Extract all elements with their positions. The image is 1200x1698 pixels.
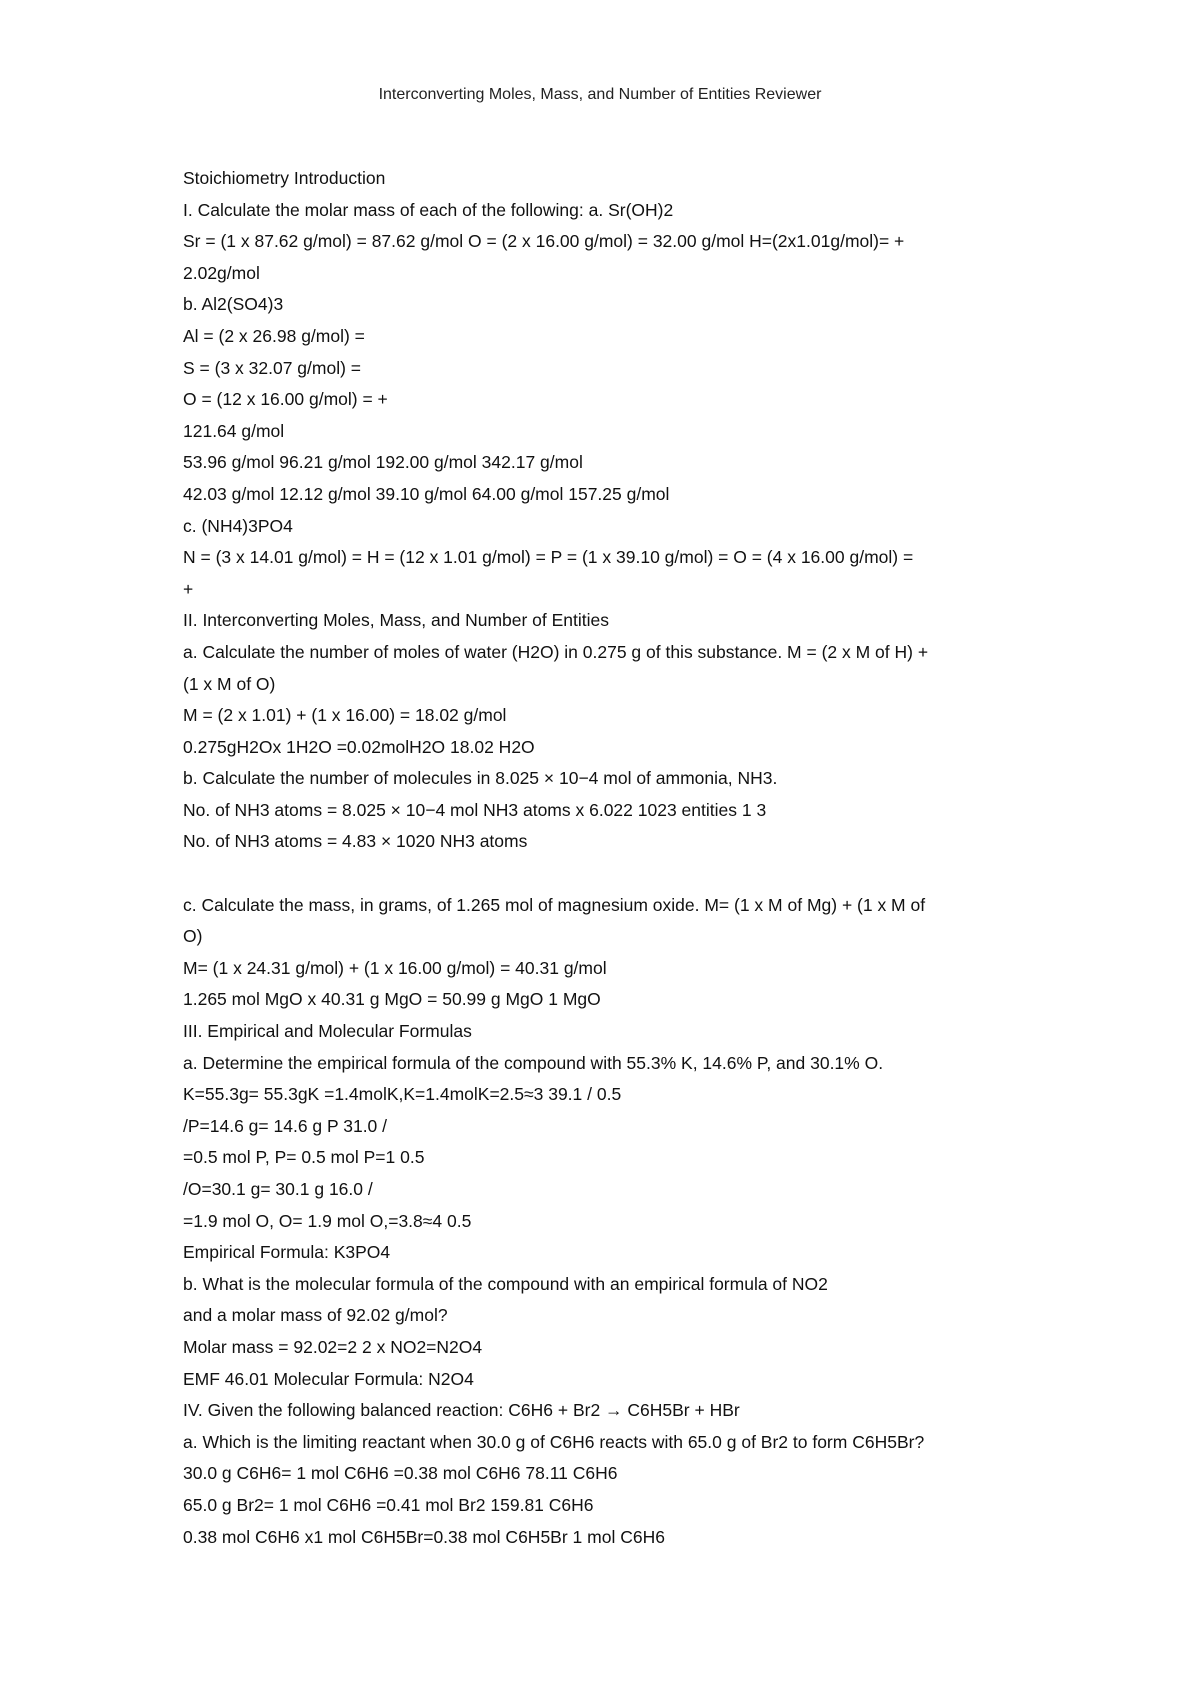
text-line: 1.265 mol MgO x 40.31 g MgO = 50.99 g MgO 1 MgO	[183, 989, 601, 1010]
text-line: O)	[183, 926, 203, 947]
text-line: 0.38 mol C6H6 x1 mol C6H5Br=0.38 mol C6H5Br 1 mol C6H6	[183, 1526, 665, 1547]
text-line: Stoichiometry Introduction	[183, 168, 386, 188]
text-line: +	[183, 578, 194, 599]
text-line: c. Calculate the mass, in grams, of 1.265 mol of magnesium oxide. M= (1 x M of Mg) + (1 x M of	[183, 894, 926, 915]
text-line: b. Al2(SO4)3	[183, 294, 284, 315]
text-line: (1 x M of O)	[183, 673, 276, 694]
text-line: a. Determine the empirical formula of the compound with 55.3% K, 14.6% P, and 30.1% O.	[183, 1052, 884, 1073]
text-line: 2.02g/mol	[183, 262, 260, 283]
text-line: I. Calculate the molar mass of each of the following: a. Sr(OH)2	[183, 199, 674, 220]
text-line: =1.9 mol O, O= 1.9 mol O,=3.8≈4 0.5	[183, 1210, 472, 1231]
text-line: a. Calculate the number of moles of water (H2O) in 0.275 g of this substance. M = (2 x M of H) +	[183, 641, 929, 662]
text-line: Al = (2 x 26.98 g/mol) =	[183, 325, 365, 346]
text-line: a. Which is the limiting reactant when 30.0 g of C6H6 reacts with 65.0 g of Br2 to form C6H5Br?	[183, 1431, 925, 1452]
text-line: Sr = (1 x 87.62 g/mol) = 87.62 g/mol O = (2 x 16.00 g/mol) = 32.00 g/mol H=(2x1.01g/mol)= +	[183, 231, 905, 252]
text-line: c. (NH4)3PO4	[183, 515, 293, 536]
text-line: /O=30.1 g= 30.1 g 16.0 /	[183, 1179, 373, 1199]
text-line: 53.96 g/mol 96.21 g/mol 192.00 g/mol 342.17 g/mol	[183, 452, 583, 473]
document-body	[183, 163, 1043, 1553]
text-line: N = (3 x 14.01 g/mol) = H = (12 x 1.01 g/mol) = P = (1 x 39.10 g/mol) = O = (4 x 16.00 g/mol) =	[183, 547, 914, 568]
text-line: 65.0 g Br2= 1 mol C6H6 =0.41 mol Br2 159.81 C6H6	[183, 1494, 594, 1515]
text-line: 30.0 g C6H6= 1 mol C6H6 =0.38 mol C6H6 78.11 C6H6	[183, 1463, 618, 1484]
text-line: IV. Given the following balanced reaction: C6H6 + Br2 → C6H5Br + HBr	[183, 1400, 740, 1421]
text-line: =0.5 mol P, P= 0.5 mol P=1 0.5	[183, 1147, 425, 1168]
text-line: II. Interconverting Moles, Mass, and Number of Entities	[183, 610, 610, 631]
text-line: No. of NH3 atoms = 8.025 × 10−4 mol NH3 atoms x 6.022 1023 entities 1 3	[183, 799, 767, 820]
text-line: 42.03 g/mol 12.12 g/mol 39.10 g/mol 64.00 g/mol 157.25 g/mol	[183, 483, 670, 504]
blank-line	[183, 858, 1043, 890]
text-line: III. Empirical and Molecular Formulas	[183, 1021, 472, 1042]
text-line: 0.275gH2Ox 1H2O =0.02molH2O 18.02 H2O	[183, 736, 535, 757]
text-line: 121.64 g/mol	[183, 420, 285, 441]
text-line: b. Calculate the number of molecules in 8.025 × 10−4 mol of ammonia, NH3.	[183, 768, 778, 789]
page-header: Interconverting Moles, Mass, and Number of Entities Reviewer	[378, 86, 822, 103]
text-line: b. What is the molecular formula of the compound with an empirical formula of NO2	[183, 1273, 828, 1294]
text-line: EMF 46.01 Molecular Formula: N2O4	[183, 1368, 474, 1389]
text-line: M= (1 x 24.31 g/mol) + (1 x 16.00 g/mol) = 40.31 g/mol	[183, 957, 607, 978]
text-line: and a molar mass of 92.02 g/mol?	[183, 1305, 448, 1326]
text-line: No. of NH3 atoms = 4.83 × 1020 NH3 atoms	[183, 831, 528, 852]
text-line: Empirical Formula: K3PO4	[183, 1242, 391, 1263]
text-line: S = (3 x 32.07 g/mol) =	[183, 357, 362, 378]
text-line: M = (2 x 1.01) + (1 x 16.00) = 18.02 g/mol	[183, 705, 507, 726]
text-line: O = (12 x 16.00 g/mol) = +	[183, 389, 388, 410]
text-line: K=55.3g= 55.3gK =1.4molK,K=1.4molK=2.5≈3 39.1 / 0.5	[183, 1084, 622, 1105]
text-line: Molar mass = 92.02=2 2 x NO2=N2O4	[183, 1336, 483, 1357]
text-line: /P=14.6 g= 14.6 g P 31.0 /	[183, 1115, 388, 1136]
